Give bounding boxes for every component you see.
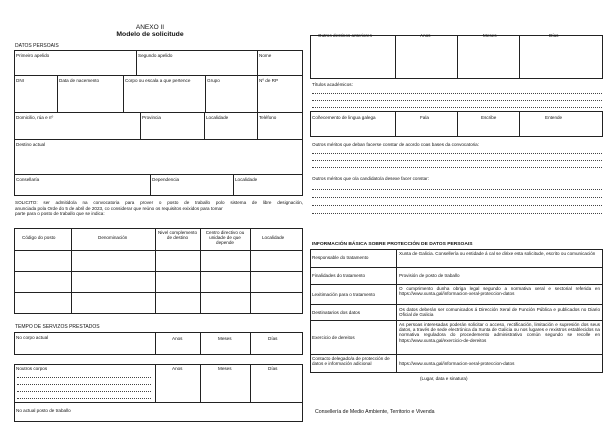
protection-label-finalidades: Finalidades do tratamento (312, 273, 366, 278)
fill-line (312, 107, 602, 108)
label-segundo-apelido: Segundo apelido (138, 53, 173, 58)
col-codigo-posto: Código do posto (22, 235, 56, 240)
label-domicilio: Domicilio, rúa e nº (16, 115, 54, 120)
fill-line (17, 384, 151, 385)
label-outros-destinos: Outros destinos anteriores (318, 33, 372, 38)
fill-line (312, 93, 602, 94)
label-meses-destinos: Meses (483, 33, 497, 38)
protection-label-contacto: Contacto delegado/a de protección de datos e información adicional (312, 356, 390, 367)
label-anos-actual: Anos (172, 336, 183, 341)
label-titulos: Títulos académicos: (312, 82, 353, 87)
label-meses-outros: Meses (218, 366, 232, 371)
label-no-actual-posto: No actual posto de traballo (16, 408, 71, 413)
label-no-corpo-actual: No corpo actual (16, 335, 49, 340)
tempo-outros-corpos-box (14, 364, 303, 422)
label-dni: DNI (16, 78, 24, 83)
protection-value-destinatarios: Os datos deberán ser comunicados á Dirección Xeral de Función Pública e publicados no Diario Oficial de Galicia (399, 307, 600, 318)
label-localidade-destino: Localidade (235, 177, 258, 182)
label-outros-meritos-candidato: Outros méritos que o/a candidato/a desexe facer constar: (312, 176, 429, 181)
label-num-rp: Nº de RP (259, 78, 279, 83)
protection-label-responsable: Responsable do tratamento (312, 255, 369, 260)
fill-line (17, 398, 151, 399)
protection-value-contacto: https://www.xunta.gal/informacion-xeral-proteccion-datos (399, 361, 515, 366)
consellaria-footer: Consellería de Medio Ambiente, Territorio e Vivenda (315, 409, 435, 415)
page-title: Modelo de solicitude (116, 31, 184, 38)
fill-line (312, 160, 602, 161)
label-anos-destinos: Anos (420, 33, 431, 38)
label-primeiro-apelido: Primeiro apelido (16, 53, 50, 58)
label-provincia: Provincia (142, 115, 161, 120)
protection-value-responsable: Xunta de Galicia. Consellería ou entidade á cal se dirixe esta solicitude, escrito ou comunicación (399, 251, 596, 256)
annex-label: ANEXO II (135, 24, 165, 31)
label-dias-actual: Días (268, 336, 278, 341)
fill-line (312, 205, 602, 206)
protection-value-lexitimacion: O cumprimento dunha obriga legal segundo a normativa xeral e sectorial referida en https://www.xunta.gal/informacion-xeral-proteccion-datos (399, 286, 600, 297)
solicito-line-3: parte para o posto de traballo que se indica: (15, 211, 105, 216)
label-meses-actual: Meses (218, 336, 232, 341)
fill-line (17, 377, 151, 378)
label-dias-destinos: Días (549, 33, 559, 38)
label-lingua-galega: Coñecemento de lingua galega (312, 115, 376, 120)
col-localidade: Localidade (262, 235, 285, 240)
fill-line (312, 197, 602, 198)
fill-line (312, 153, 602, 154)
label-dependencia: Dependencia (152, 177, 180, 182)
protection-label-lexitimacion: Lexitimación para o tratamento (312, 292, 376, 297)
col-centro-directivo: Centro directivo ou unidade de que depende (205, 230, 245, 246)
solicito-line-1: SOLICITO: ser admitido/a na convocatoria para prover o posto de traballo polo sistema de libre designación, (15, 200, 303, 205)
label-telefono: Teléfono (259, 115, 277, 120)
label-noutros-corpos: Noutros corpos (16, 366, 48, 371)
solicito-line-2: anunciada pola Orde do 5 de abril de 2023, co considerar que reúno os requisitos exixidos para tomar (15, 205, 223, 211)
protection-label-destinatarios: Destinatarios dos datos (312, 310, 361, 315)
fill-line (312, 167, 602, 168)
fill-line (17, 391, 151, 392)
fill-line (312, 189, 602, 190)
label-localidade: Localidade (206, 115, 229, 120)
section-title-tempo: TEMPO DE SERVIZOS PRESTADOS (15, 324, 100, 330)
protection-value-finalidades: Provisión de posto de traballo (399, 273, 460, 278)
label-anos-outros: Anos (172, 366, 183, 371)
fill-line (312, 213, 602, 214)
label-destino-actual: Destino actual (16, 142, 46, 147)
label-fala: Fala (420, 115, 429, 120)
fill-line (312, 100, 602, 101)
label-escribe: Escribe (481, 115, 497, 120)
col-nivel-complemento: Nivel complemento de destino (157, 230, 198, 241)
protection-label-dereitos: Exercicio de dereitos (312, 335, 355, 340)
label-corpo-escala: Corpo ou escala a que pertence (125, 78, 191, 83)
col-denominacion: Denominación (98, 235, 128, 240)
section-title-personal: DATOS PERSOAIS (15, 43, 59, 49)
tempo-corpo-actual-row (14, 332, 303, 355)
label-data-nacemento: Data de nacemento (59, 78, 100, 83)
label-outros-meritos: Outros méritos que deban facerse constar de acordo coas bases da convocatoria: (312, 142, 480, 147)
label-consellaria: Consellaría (16, 177, 40, 182)
signature-caption: (Lugar, data e sinatura) (420, 376, 468, 381)
label-dias-outros: Días (268, 366, 278, 371)
protection-value-dereitos: As persoas interesadas poderán solicitar o acceso, rectificación, limitación e supresión dos seus datos, a través de sede electrónica da Xunta de Galicia ou nos lugares e rexistros establecidos na normativa reguladora do procedemento administrativo común segundo se recolle en https://www.xunta.gal/exercicio-de-dereitos (399, 322, 600, 343)
label-nome: Nome (259, 53, 272, 58)
label-grupo: Grupo (207, 78, 220, 83)
protection-title: INFORMACIÓN BÁSICA SOBRE PROTECCIÓN DE DATOS PERSOAIS (312, 242, 473, 247)
label-entende: Entende (545, 115, 563, 120)
